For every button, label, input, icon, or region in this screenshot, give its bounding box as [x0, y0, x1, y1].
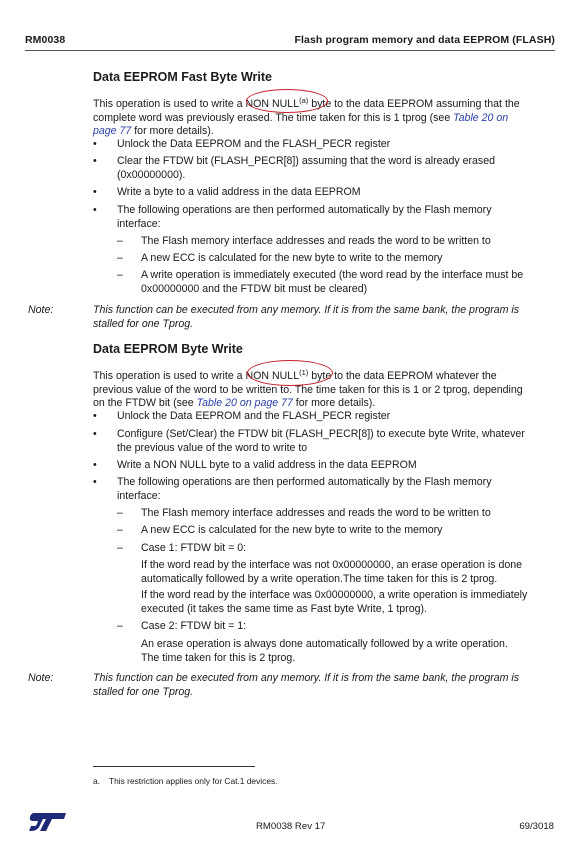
intro-text: byte to the data EEPROM whatever the — [308, 370, 497, 382]
bullet-icon: • — [93, 410, 97, 422]
footnote-ref[interactable]: (1) — [299, 368, 309, 377]
bullet-icon: • — [93, 204, 97, 216]
dash-icon: – — [117, 524, 123, 536]
footnote-label: a. — [93, 776, 100, 786]
page-link[interactable]: page 77 — [93, 125, 132, 138]
footnote-rule — [93, 766, 255, 767]
case2-paragraph: An erase operation is always done automatically followed by a write operation. The time taken for this is 2 tprog. — [141, 638, 508, 664]
note-text: This function can be executed from any memory. If it is from the same bank, the program is stalled for one Tprog. — [93, 672, 520, 698]
st-logo-icon — [28, 812, 68, 832]
bullet-icon: • — [93, 138, 97, 150]
footnote-text: This restriction applies only for Cat.1 devices. — [109, 776, 278, 786]
bullet-icon: • — [93, 155, 97, 167]
dash-icon: – — [117, 269, 123, 281]
intro-text: byte to the data EEPROM assuming that the — [308, 98, 520, 110]
dash-icon: – — [117, 620, 123, 632]
header-doc-id: RM0038 — [25, 34, 66, 46]
dash-icon: – — [117, 542, 123, 554]
note-text: This function can be executed from any memory. If it is from the same bank, the program is stalled for one Tprog. — [93, 304, 520, 330]
intro-text: for more details). — [292, 397, 376, 410]
intro-text: This operation is used to write a — [93, 98, 246, 110]
note-label: Note: — [28, 672, 54, 684]
bullet-icon: • — [93, 428, 97, 440]
dash-icon: – — [117, 252, 123, 264]
footnote-ref[interactable]: (a) — [299, 96, 309, 105]
note-label: Note: — [28, 304, 54, 316]
non-null-term: NON NULL — [245, 98, 300, 110]
header-rule — [25, 50, 555, 51]
table-link[interactable]: Table 20 on — [453, 111, 509, 124]
non-null-term: NON NULL — [245, 370, 300, 382]
annotation-circle — [247, 360, 333, 386]
intro-text: complete word was previously erased. The time taken for this is 1 tprog (see — [93, 111, 454, 124]
fast-write-heading: Data EEPROM Fast Byte Write — [93, 70, 272, 84]
intro-text: This operation is used to write a — [93, 370, 246, 382]
intro-text: on the FTDW bit (see — [93, 397, 197, 410]
header-section-title: Flash program memory and data EEPROM (FLASH) — [294, 34, 555, 46]
footer-doc-rev: RM0038 Rev 17 — [256, 821, 326, 832]
case1-paragraph: If the word read by the interface was 0x00000000, a write operation is immediately executed (it takes the same time as Fast byte Write, 1 tprog). — [141, 589, 528, 615]
footnote — [93, 776, 278, 786]
dash-icon: – — [117, 507, 123, 519]
bullet-icon: • — [93, 459, 97, 471]
intro-text: for more details). — [131, 125, 214, 138]
case1-paragraph: If the word read by the interface was not 0x00000000, an erase operation is done automatically followed by a write operation.The time taken for this is 2 tprog. — [141, 559, 523, 585]
table-link[interactable]: Table 20 on page 77 — [196, 397, 293, 410]
byte-write-intro: This operation is used to write a NON NULL$^{(1)}$ byte to the data EEPROM whatever the previous value of the word to be written to. The time taken for this is 1 or 2 tprog, depending on the FTDW bit (see Table 20 on page 77 for more details). — [93, 368, 523, 410]
bullet-icon: • — [93, 476, 97, 488]
annotation-circle — [246, 89, 328, 113]
byte-write-heading: Data EEPROM Byte Write — [93, 342, 243, 356]
bullet-icon: • — [93, 186, 97, 198]
dash-icon: – — [117, 235, 123, 247]
footer-page-number: 69/3018 — [519, 821, 554, 832]
